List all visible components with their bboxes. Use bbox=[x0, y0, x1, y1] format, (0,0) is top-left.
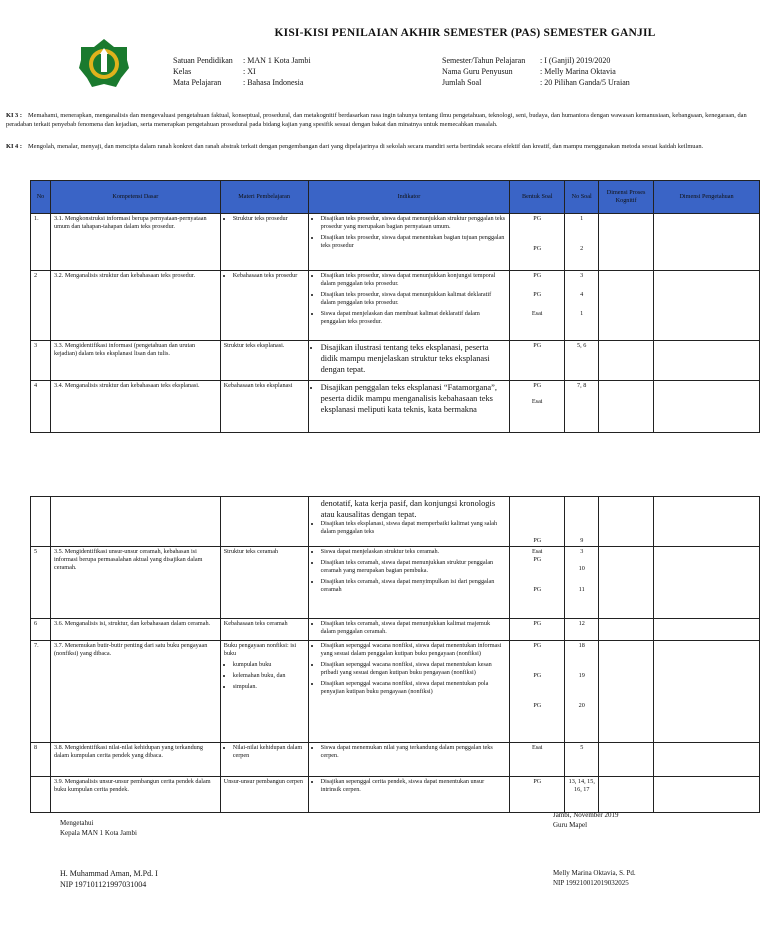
indikator-item: • Disajikan sepenggal wacana nonfiksi, siswa dapat menentukan pola penyajian kutipan buku pengayaan (nonfiksi) bbox=[321, 680, 507, 696]
bentuk-soal: PG bbox=[533, 672, 542, 679]
row-materi bbox=[220, 271, 308, 341]
table-row bbox=[31, 641, 760, 743]
row-no-soal: 5, 6 bbox=[565, 341, 599, 381]
row-proses bbox=[599, 381, 654, 433]
row-no-soal bbox=[565, 547, 599, 619]
kd-text: Menemukan butir-butir penting dari satu buku pengayaan (nonfiksi) yang dibaca. bbox=[53, 642, 208, 657]
indikator-item: • Disajikan teks ceramah, siswa dapat menyimpulkan isi dari penggalan ceramah bbox=[321, 578, 507, 594]
row-kd bbox=[50, 214, 220, 271]
row-indikator bbox=[308, 341, 510, 381]
materi-item: • Kebahasaan teks prosedur bbox=[233, 272, 305, 280]
bentuk-soal: Esai bbox=[531, 310, 543, 317]
row-bentuk bbox=[510, 381, 565, 433]
kd-number: 3.5. bbox=[53, 548, 64, 555]
table-row bbox=[31, 743, 760, 777]
signature-right-name bbox=[553, 868, 636, 888]
meta-value: : MAN 1 Kota Jambi bbox=[243, 56, 311, 65]
row-no-soal bbox=[565, 271, 599, 341]
row-bentuk bbox=[510, 214, 565, 271]
materi-item: • kumpulan buku bbox=[233, 661, 305, 669]
row-proses bbox=[599, 547, 654, 619]
header-indikator: Indikator bbox=[308, 181, 510, 214]
row-materi bbox=[220, 497, 308, 547]
bentuk-soal: PG bbox=[533, 272, 542, 279]
meta-value: : Melly Marina Oktavia bbox=[540, 67, 616, 76]
signature-left-name bbox=[60, 868, 158, 890]
no-soal: 20 bbox=[578, 702, 585, 709]
indikator-item: • Disajikan sepenggal wacana nonfiksi, siswa dapat menentukan kesan pribadi yang sesuai dengan kutipan buku pengayaan (nonfiksi) bbox=[321, 661, 507, 677]
kd-number: 3.6. bbox=[53, 620, 64, 627]
row-materi bbox=[220, 641, 308, 743]
no-soal: 10 bbox=[578, 565, 585, 572]
kd-text: Mengkonstruksi informasi berupa pernyataan-pernyataan umum dan tahapan-tahapan dalam teks prosedur. bbox=[53, 215, 207, 230]
meta-label: Nama Guru Penyusun bbox=[442, 67, 513, 76]
indikator-item: • Disajikan ilustrasi tentang teks eksplanasi, peserta didik mampu menjelaskan struktur teks eksplanasi dengan tepat. bbox=[321, 342, 507, 375]
kisi-table-page2 bbox=[30, 496, 760, 813]
row-proses bbox=[599, 341, 654, 381]
ki-text: Memahami, menerapkan, menganalisis dan mengevaluasi pengetahuan faktual, konseptual, prosedural, dan metakognitif berdasarkan rasa ingin tahunya tentang ilmu pengetahuan, teknologi, seni, budaya, dan humaniora dengan wawasan kemanusiaan, kebangsaan, kenegaraan, dan peradaban terkait penyebab fenomena dan kejadian, serta menerapkan pengetahuan prosedural pada bidang kajian yang spesifik sesuai dengan bakat dan minatnya untuk memecahkan masalah. bbox=[6, 112, 747, 128]
row-indikator bbox=[308, 381, 510, 433]
table-row bbox=[31, 497, 760, 547]
table-row bbox=[31, 777, 760, 813]
indikator-item: • Disajikan teks ceramah, siswa dapat menunjukkan kalimat majemuk dalam penggalan ceramah. bbox=[321, 620, 507, 636]
kd-number: 3.2. bbox=[53, 272, 64, 279]
meta-label: Mata Pelajaran bbox=[173, 78, 222, 87]
table-row bbox=[31, 271, 760, 341]
sign-date: Jambi, November 2019 bbox=[553, 811, 619, 819]
bentuk-soal: PG bbox=[533, 215, 542, 222]
indikator-item: • Disajikan teks prosedur, siswa dapat menunjukkan kalimat deklaratif dalam penggalan teks prosedur. bbox=[321, 291, 507, 307]
sign-caption: Mengetahui bbox=[60, 819, 94, 827]
kd-number: 3.4. bbox=[53, 382, 64, 389]
bentuk-soal: Esai bbox=[531, 398, 543, 405]
row-kd bbox=[50, 777, 220, 813]
materi-item: • kelemahan buku, dan bbox=[233, 672, 305, 680]
ki-key: KI 3 : bbox=[6, 112, 22, 119]
row-pengetahuan bbox=[654, 641, 760, 743]
meta-right bbox=[442, 55, 630, 88]
teacher-name: Melly Marina Oktavia, S. Pd. bbox=[553, 869, 636, 877]
indikator-item: • Disajikan teks ceramah, siswa dapat menunjukkan struktur penggalan ceramah yang merupakan bagian pembuka. bbox=[321, 559, 507, 575]
row-materi: Struktur teks ceramah bbox=[220, 547, 308, 619]
bentuk-soal: PG bbox=[533, 291, 542, 298]
row-indikator bbox=[308, 743, 510, 777]
row-kd bbox=[50, 641, 220, 743]
row-no: 2 bbox=[31, 271, 51, 341]
header-proses: Dimensi Proses Kognitif bbox=[599, 181, 654, 214]
row-indikator bbox=[308, 641, 510, 743]
header-bentuk: Bentuk Soal bbox=[510, 181, 565, 214]
row-no-soal bbox=[565, 214, 599, 271]
row-materi: Unsur-unsur pembangun cerpen bbox=[220, 777, 308, 813]
row-kd bbox=[50, 271, 220, 341]
row-kd bbox=[50, 619, 220, 641]
row-materi bbox=[220, 743, 308, 777]
header-kd: Kompetensi Dasar bbox=[50, 181, 220, 214]
bentuk-soal: PG bbox=[533, 702, 542, 709]
row-proses bbox=[599, 497, 654, 547]
no-soal: 3 bbox=[580, 548, 584, 555]
no-soal: 1 bbox=[580, 310, 584, 317]
indikator-item: • Siswa dapat menjelaskan dan membuat kalimat deklaratif dalam penggalan teks prosedur. bbox=[321, 310, 507, 326]
row-indikator bbox=[308, 271, 510, 341]
kd-text: Mengidentifikasi nilai-nilai kehidupan yang terkandung dalam kumpulan cerita pendek yang dibaca. bbox=[53, 744, 203, 759]
row-bentuk: PG bbox=[510, 341, 565, 381]
row-no: 4 bbox=[31, 381, 51, 433]
no-soal: 3 bbox=[580, 272, 584, 279]
indikator-continuation: denotatif, kata kerja pasif, dan konjungsi kronologis atau kausalitas dengan tepat. bbox=[320, 499, 496, 519]
row-bentuk: PG bbox=[510, 777, 565, 813]
row-pengetahuan bbox=[654, 777, 760, 813]
row-no-soal: 5 bbox=[565, 743, 599, 777]
teacher-nip: NIP 199210012019032025 bbox=[553, 879, 629, 887]
indikator-item: • Disajikan teks eksplanasi, siswa dapat memperbaiki kalimat yang salah dalam penggalan teks bbox=[321, 520, 507, 536]
row-kd bbox=[50, 497, 220, 547]
kd-text: Menganalisis struktur dan kebahasaan teks prosedur. bbox=[64, 272, 196, 279]
row-no: 7. bbox=[31, 641, 51, 743]
meta-label: Semester/Tahun Pelajaran bbox=[442, 56, 526, 65]
materi-item: • Struktur teks prosedur bbox=[233, 215, 305, 223]
meta-value: : 20 Pilihan Ganda/5 Uraian bbox=[540, 78, 630, 87]
meta-value: : Bahasa Indonesia bbox=[243, 78, 304, 87]
kd-number: 3.3. bbox=[53, 342, 64, 349]
row-kd bbox=[50, 381, 220, 433]
row-kd bbox=[50, 547, 220, 619]
row-pengetahuan bbox=[654, 743, 760, 777]
meta-label: Kelas bbox=[173, 67, 192, 76]
row-kd bbox=[50, 743, 220, 777]
row-indikator bbox=[308, 619, 510, 641]
row-proses bbox=[599, 777, 654, 813]
row-materi: Kebahasaan teks ceramah bbox=[220, 619, 308, 641]
no-soal: 4 bbox=[580, 291, 584, 298]
no-soal: 1 bbox=[580, 215, 584, 222]
row-bentuk: Esai bbox=[510, 743, 565, 777]
bentuk-soal: PG bbox=[533, 586, 542, 593]
row-no-soal: 12 bbox=[565, 619, 599, 641]
meta-value: : I (Ganjil) 2019/2020 bbox=[540, 56, 611, 65]
kd-number: 3.7. bbox=[53, 642, 64, 649]
row-pengetahuan bbox=[654, 381, 760, 433]
kd-text: Menganalisis isi, struktur, dan kebahasaan dalam ceramah. bbox=[64, 620, 211, 627]
meta-label: Jumlah Soal bbox=[442, 78, 482, 87]
kd-text: Menganalisis struktur dan kebahasaan teks eksplanasi. bbox=[64, 382, 200, 389]
row-pengetahuan bbox=[654, 619, 760, 641]
row-no: 6 bbox=[31, 619, 51, 641]
kd-number: 3.9. bbox=[53, 778, 64, 785]
kd-number: 3.1. bbox=[53, 215, 64, 222]
row-no: 5 bbox=[31, 547, 51, 619]
no-soal: 18 bbox=[578, 642, 585, 649]
bentuk-soal: PG bbox=[533, 245, 542, 252]
row-kd bbox=[50, 341, 220, 381]
table-row bbox=[31, 619, 760, 641]
principal-name: H. Muhammad Aman, M.Pd. I bbox=[60, 869, 158, 878]
bentuk-soal: PG bbox=[533, 642, 542, 649]
no-soal: 11 bbox=[578, 586, 585, 593]
indikator-item: • Disajikan sepenggal wacana nonfiksi, siswa dapat menentukan informasi yang sesuai dalam penggalan kutipan buku pengayaan (nonfiksi) bbox=[321, 642, 507, 658]
meta-label: Satuan Pendidikan bbox=[173, 56, 233, 65]
table-row bbox=[31, 547, 760, 619]
document-title: KISI-KISI PENILAIAN AKHIR SEMESTER (PAS) SEMESTER GANJIL bbox=[274, 27, 656, 39]
row-proses bbox=[599, 641, 654, 743]
header-no: No bbox=[31, 181, 51, 214]
bentuk-soal: PG bbox=[533, 556, 542, 563]
materi-item: • simpulan. bbox=[233, 683, 305, 691]
row-no-soal: 13, 14, 15, 16, 17 bbox=[565, 777, 599, 813]
table-row bbox=[31, 214, 760, 271]
materi-heading: Buku pengayaan nonfiksi: isi buku bbox=[223, 642, 297, 657]
indikator-item: • Disajikan teks prosedur, siswa dapat menunjukkan konjungsi temporal dalam penggalan teks prosedur. bbox=[321, 272, 507, 288]
materi-item: • Nilai-nilai kehidupan dalam cerpen bbox=[233, 744, 305, 760]
no-soal: 19 bbox=[578, 672, 585, 679]
row-proses bbox=[599, 214, 654, 271]
row-materi: Kebahasaan teks eksplanasi bbox=[220, 381, 308, 433]
ki-4 bbox=[6, 142, 758, 151]
row-indikator bbox=[308, 497, 510, 547]
ki-3 bbox=[6, 111, 758, 129]
row-bentuk: PG bbox=[510, 497, 565, 547]
row-bentuk bbox=[510, 547, 565, 619]
sign-role: Guru Mapel bbox=[553, 821, 588, 829]
kemenag-logo bbox=[78, 38, 130, 90]
row-proses bbox=[599, 743, 654, 777]
indikator-item: • Disajikan sepenggal cerita pendek, siswa dapat menentukan unsur intrinsik cerpen. bbox=[321, 778, 507, 794]
indikator-item: • Siswa dapat menemukan nilai yang terkandung dalam penggalan teks cerpen. bbox=[321, 744, 507, 760]
row-indikator bbox=[308, 547, 510, 619]
row-no-soal: 7, 8 bbox=[565, 381, 599, 433]
indikator-item: • Disajikan teks prosedur, siswa dapat menentukan bagian tujuan penggalan teks prosedur bbox=[321, 234, 507, 250]
kisi-table-page1 bbox=[30, 180, 760, 433]
row-indikator bbox=[308, 777, 510, 813]
row-proses bbox=[599, 271, 654, 341]
bentuk-soal: Esai bbox=[531, 548, 543, 555]
no-soal: 2 bbox=[580, 245, 584, 252]
row-pengetahuan bbox=[654, 547, 760, 619]
kd-number: 3.8. bbox=[53, 744, 64, 751]
principal-nip: NIP 197101121997031004 bbox=[60, 880, 147, 889]
row-no-soal bbox=[565, 641, 599, 743]
row-no: 1. bbox=[31, 214, 51, 271]
row-proses bbox=[599, 619, 654, 641]
table-header-row bbox=[31, 181, 760, 214]
row-bentuk bbox=[510, 641, 565, 743]
row-no bbox=[31, 497, 51, 547]
row-no: 8 bbox=[31, 743, 51, 777]
kd-text: Menganalisis unsur-unsur pembangun cerita pendek dalam buku kumpulan cerita pendek. bbox=[53, 778, 211, 793]
kd-text: Mengidentifikasi informasi (pengetahuan dan urutan kejadian) dalam teks eksplanasi lisan dan tulis. bbox=[53, 342, 196, 357]
row-materi bbox=[220, 214, 308, 271]
row-no: 3 bbox=[31, 341, 51, 381]
row-pengetahuan bbox=[654, 497, 760, 547]
meta-left bbox=[173, 55, 311, 88]
row-bentuk: PG bbox=[510, 619, 565, 641]
row-materi: Struktur teks eksplanasi. bbox=[220, 341, 308, 381]
row-indikator bbox=[308, 214, 510, 271]
ki-text: Mengolah, menalar, menyaji, dan mencipta dalam ranah konkret dan ranah abstrak terkait dengan pengembangan dari yang dipelajarinya di sekolah secara mandiri serta bertindak secara efektif dan kreatif, dan mampu menggunakan metoda sesuai kaidah keilmuan. bbox=[28, 143, 704, 150]
signature-right bbox=[553, 810, 619, 830]
row-pengetahuan bbox=[654, 271, 760, 341]
indikator-item: • Disajikan teks prosedur, siswa dapat menunjukkan struktur penggalan teks prosedur yang merupakan bagian pernyataan umum. bbox=[321, 215, 507, 231]
row-no-soal: 9 bbox=[565, 497, 599, 547]
row-bentuk bbox=[510, 271, 565, 341]
header-materi: Materi Pembelajaran bbox=[220, 181, 308, 214]
row-no bbox=[31, 777, 51, 813]
bentuk-soal: PG bbox=[533, 382, 542, 389]
row-pengetahuan bbox=[654, 214, 760, 271]
header-no-soal: No Soal bbox=[565, 181, 599, 214]
signature-left bbox=[60, 818, 137, 838]
indikator-item: • Disajikan penggalan teks eksplanasi “Fatamorgana”, peserta didik mampu menganalisis kebahasaan teks eksplanasi meliputi kata teknis, kata bermakna bbox=[321, 382, 507, 415]
indikator-item: • Siswa dapat menjelaskan struktur teks ceramah. bbox=[321, 548, 507, 556]
sign-role: Kepala MAN 1 Kota Jambi bbox=[60, 829, 137, 837]
meta-value: : XI bbox=[243, 67, 256, 76]
ki-key: KI 4 : bbox=[6, 143, 22, 150]
header-pengetahuan: Dimensi Pengetahuan bbox=[654, 181, 760, 214]
kd-text: Mengidentifikasi unsur-unsur ceramah, kebahasan isi informasi berupa permasalahan aktual yang disajikan dalam ceramah. bbox=[53, 548, 203, 571]
table-row bbox=[31, 341, 760, 381]
table-row bbox=[31, 381, 760, 433]
row-pengetahuan bbox=[654, 341, 760, 381]
